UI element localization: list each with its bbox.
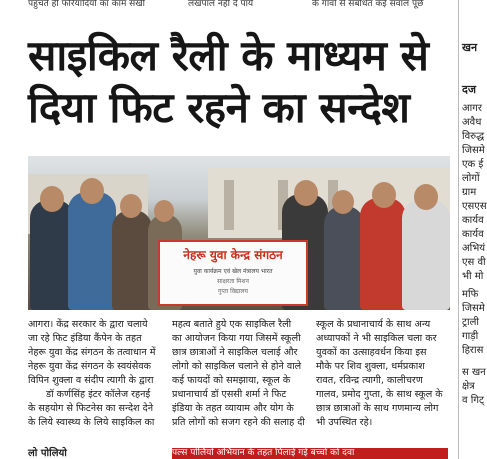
article-line: का आयोजन किया गया जिसमें स्कूली (172, 333, 301, 344)
article-line: विपिन शुक्ला व संदीप त्यागी के द्वारा (28, 375, 154, 386)
top-strip-middle: लखपाल नहीं दे पाये (188, 0, 254, 9)
photo-person (324, 206, 364, 310)
adjacent-line: कार्यव (462, 215, 484, 226)
photo-person-head (40, 186, 64, 212)
next-headline-bar: पल्स पोलियो अभियान के तहत पिलाई गई बच्चों को दवा (172, 448, 448, 459)
article-column-2 (172, 318, 308, 430)
article-line: इंडिया के तहत व्यायाम और योग के (172, 403, 294, 414)
adjacent-line: ग्राम (462, 187, 477, 198)
article-line: प्रति लोगों को सजग रहने की सलाह दी (172, 417, 305, 428)
photo-pillar (224, 180, 234, 230)
adjacent-line: व गिट् (462, 395, 484, 406)
adjacent-line: ट्राली (462, 317, 479, 328)
photo-person-head (80, 178, 104, 204)
article-column-3 (316, 318, 452, 430)
article-line: डॉ कर्णसिंह इंटर कॉलेज रहनई (46, 389, 151, 400)
article-line: रावत, रविन्द्र त्यागी, कालीचरण (316, 375, 423, 386)
article-line: के सहयोग से फिटनेस का सन्देश देने (28, 403, 154, 414)
adjacent-line: जिसमे (462, 303, 485, 314)
adjacent-line: आगर (462, 103, 482, 114)
article-line: नेहरू युवा केंद्र संगठन के तत्वाधान में (28, 347, 156, 358)
article-line: छात्र छात्राओं ने साइकिल चलाई और (172, 347, 298, 358)
banner-line-2: युवा कार्यक्रम एवं खेल मंत्रालय भारत (193, 268, 273, 275)
adjacent-column (458, 0, 485, 459)
article-line: अध्यापकों ने भी साइकिल चला कर (316, 333, 437, 344)
adjacent-line: लोगों (462, 173, 480, 184)
headline-line-1: साइकिल रैली के माध्यम से (28, 31, 429, 80)
top-strip-right: के गांवों से संबंधित कई सवाल पूछे (312, 0, 424, 9)
article-line: के लिये स्वास्थ्य के लिये साइकिल का (28, 417, 155, 428)
article-line: मौके पर शिव शुक्ला, धर्मप्रकाश (316, 361, 425, 372)
article-line: नेहरू युवा केंद्र संगठन के स्वयंसेवक (28, 361, 151, 372)
photo-person-head (120, 194, 142, 218)
headline-line-2: दिया फिट रहने का सन्देश (28, 83, 410, 132)
adjacent-line: खन (462, 41, 478, 54)
news-photo (28, 156, 450, 310)
adjacent-line: हिरास (462, 345, 484, 356)
photo-person (112, 210, 152, 310)
photo-person (68, 192, 116, 310)
adjacent-line: अवैध (462, 117, 482, 128)
photo-person (360, 198, 406, 310)
banner-line-4: गुप्ता विद्यालय (218, 288, 248, 295)
adjacent-line: कार्यव (462, 229, 484, 240)
article-line: भी उपस्थित रहे। (316, 417, 373, 428)
headline (28, 30, 452, 134)
article-line: युवकों का उत्साहवर्धन किया इस (316, 347, 427, 358)
photo-person-head (414, 184, 438, 210)
adjacent-line: स खन (462, 367, 486, 378)
article-line: छात्र छात्राओं के साथ गणमान्य लोग (316, 403, 439, 414)
adjacent-line: मफि (462, 289, 479, 300)
banner-line-3: साक्षरता मिशन (217, 278, 249, 285)
top-strip (0, 0, 456, 12)
adjacent-line: जिसमे (462, 145, 485, 156)
adjacent-line: दज (462, 83, 477, 96)
adjacent-line: क्षेत्र (462, 381, 475, 392)
adjacent-line: एक ई (462, 159, 484, 170)
adjacent-line: एसएस (462, 201, 487, 212)
photo-banner (158, 240, 308, 306)
photo-person-head (372, 182, 396, 208)
top-strip-left: पहुंचते ही फरियादियों का काम सखी (28, 0, 145, 9)
photo-person-head (154, 200, 174, 222)
adjacent-line: विरुद्ध (462, 131, 485, 142)
article-line: लोगो को साइकिल चलाने से होने वाले (172, 361, 302, 372)
article-line: प्रधानाचार्य डॉ एससी शर्मा ने फिट (172, 389, 287, 400)
article-line: स्कूल के प्रधानाचार्य के साथ अन्य (316, 319, 431, 330)
article-column-1 (28, 318, 164, 430)
adjacent-line: भी मो (462, 271, 484, 282)
article-line: महत्व बताते हुये एक साइकिल रैली (172, 319, 292, 330)
article-line: जा रहे फिट इंडिया कैंपेन के तहत (28, 333, 142, 344)
banner-title: नेहरू युवा केन्द्र संगठन (183, 248, 283, 262)
article-line: कई फायदों को समझाया, स्कूल के (172, 375, 291, 386)
next-headline-left: लो पोलियो (28, 448, 67, 459)
photo-person (402, 200, 450, 310)
adjacent-line: गाड़ी (462, 331, 479, 342)
photo-person-head (294, 180, 318, 206)
photo-person-head (332, 190, 354, 214)
article-line: गालव, प्रमोद गुप्ता, के साथ स्कूल के (316, 389, 443, 400)
adjacent-line: एस वी (462, 257, 486, 268)
adjacent-line: अभियं (462, 243, 486, 254)
article-line: आगरा। केंद्र सरकार के द्वारा चलाये (28, 319, 148, 330)
